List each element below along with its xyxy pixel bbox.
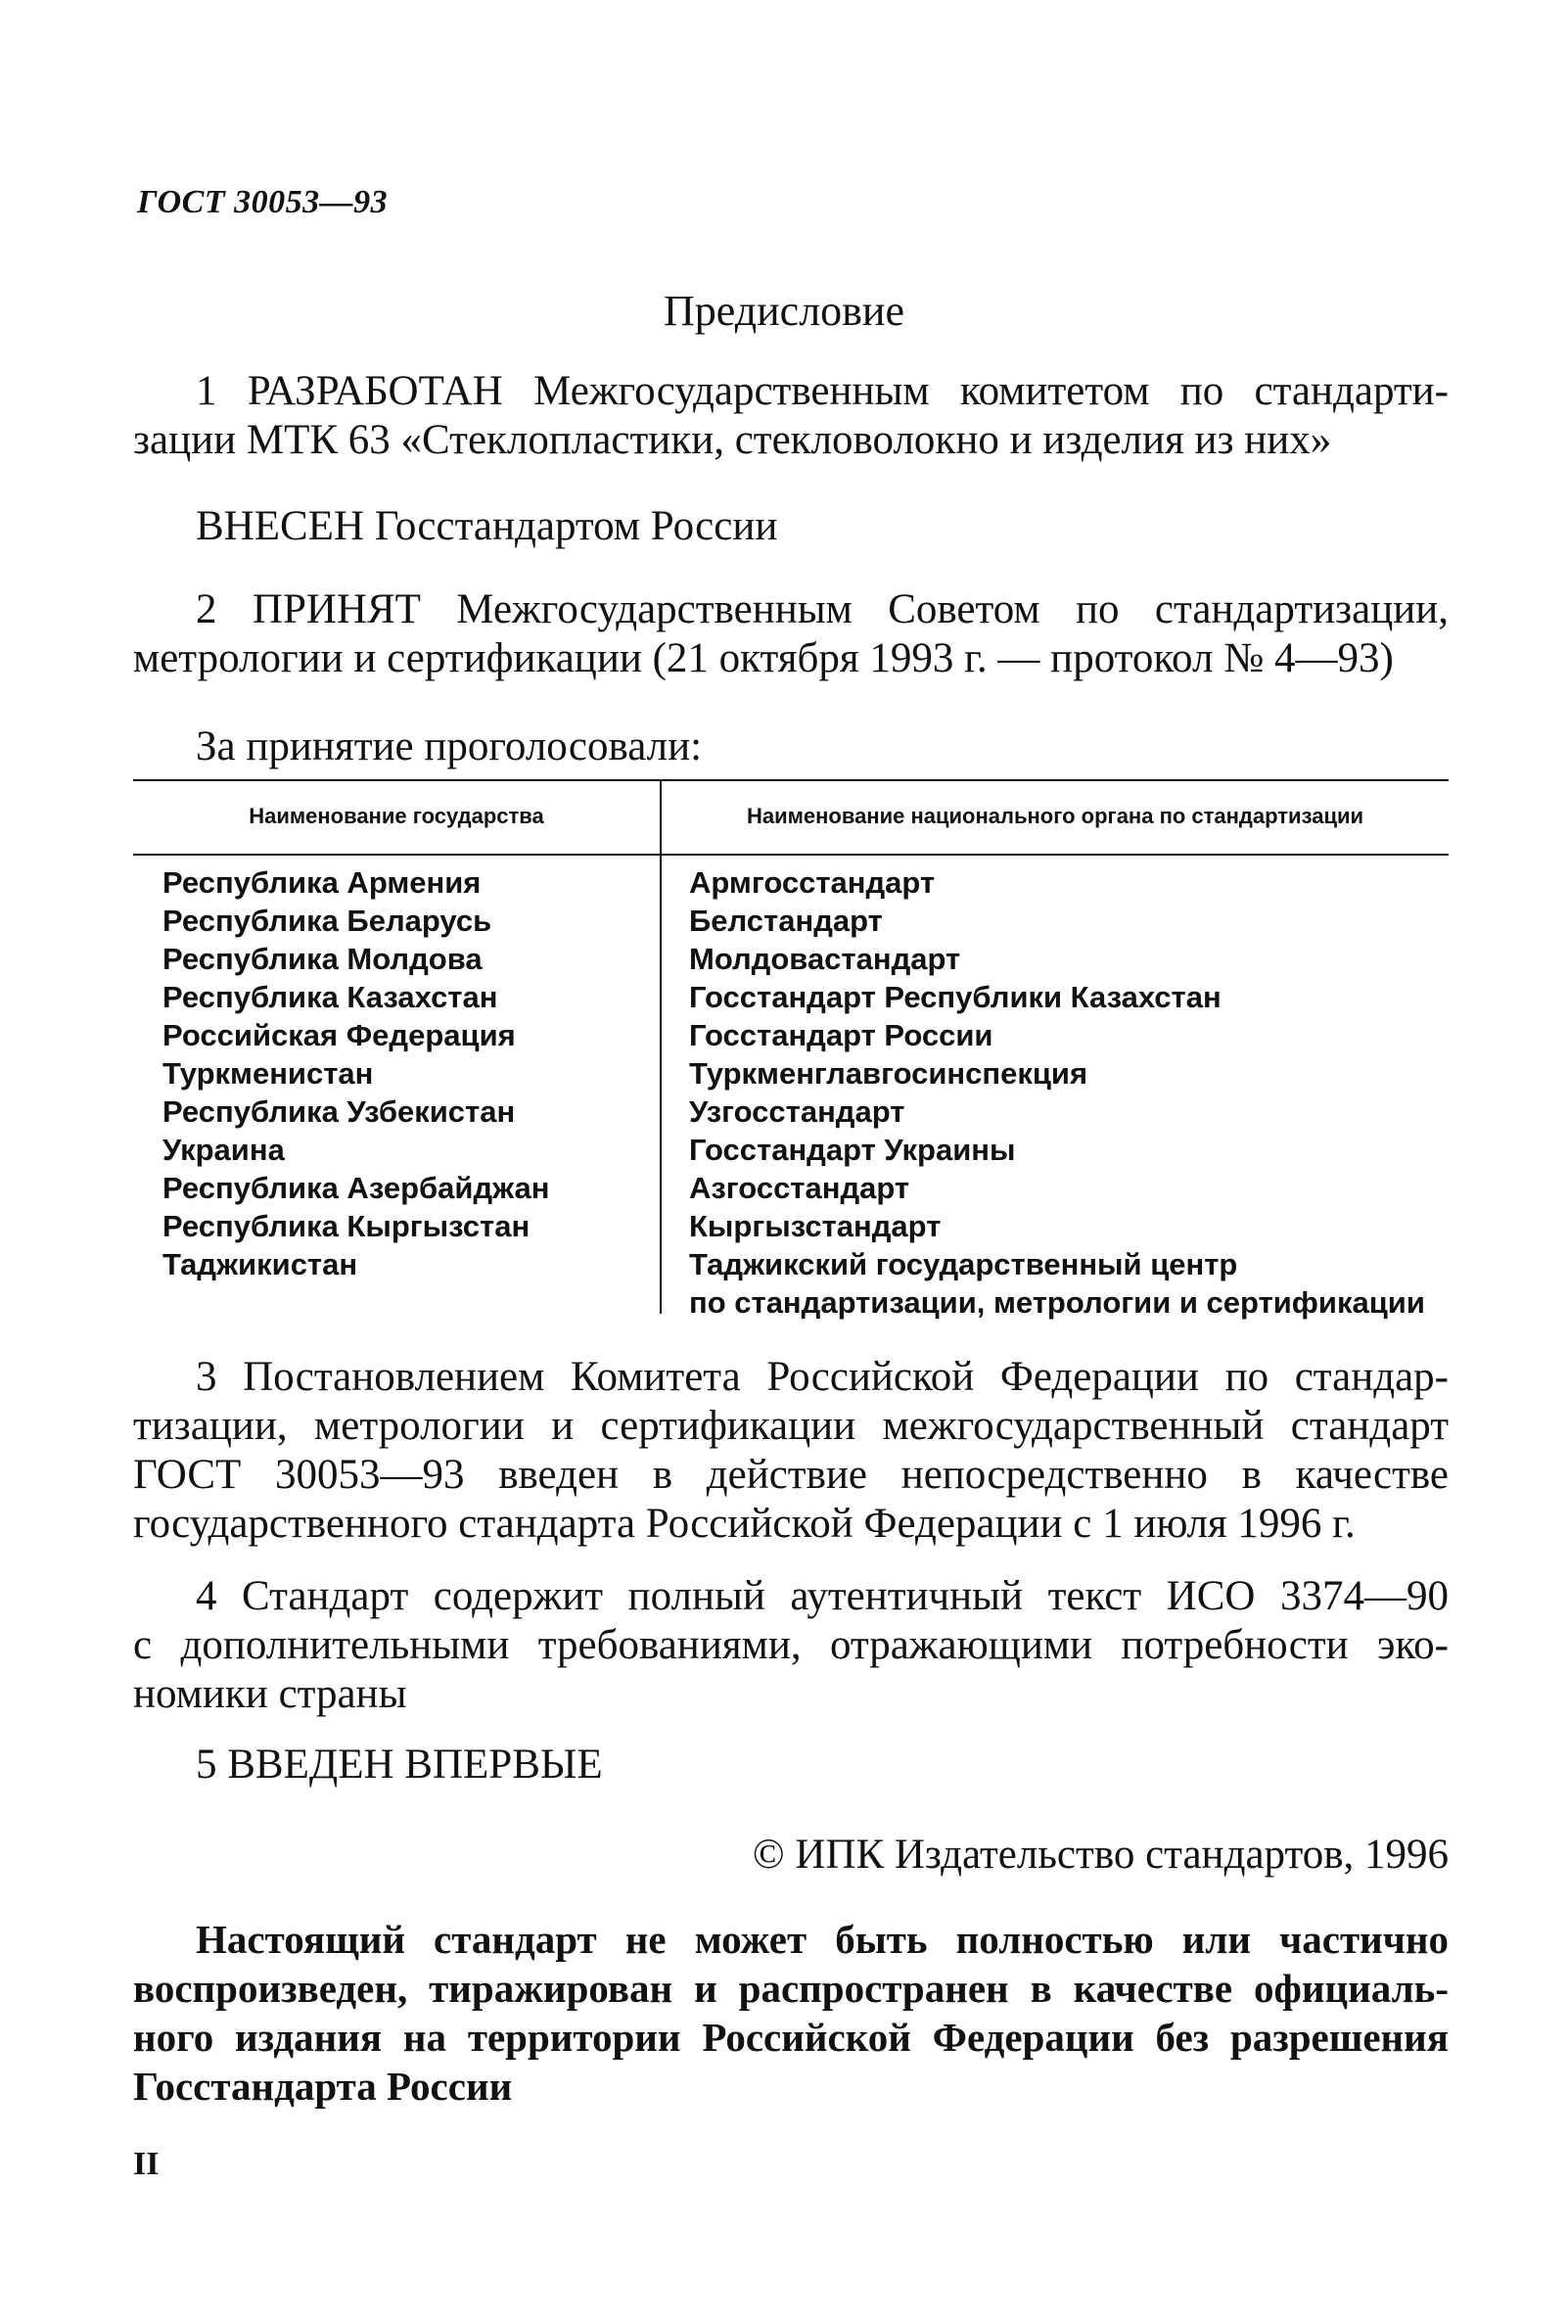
table-cell-state: Республика Узбекистан [162,1094,516,1129]
section-4-line: 4 Стандарт содержит полный аутентичный текст ИСО 3374—90 [196,1573,1449,1619]
table-cell-body: Азгосстандарт [689,1171,910,1205]
section-1-line: 1 РАЗРАБОТАН Межгосударственным комитетом по стандарти- [196,368,1449,414]
section-4-line: номики страны [133,1671,407,1717]
table-cell-state: Республика Молдова [162,942,483,976]
document-code: ГОСТ 30053—93 [137,184,389,220]
table-cell-body: Белстандарт [689,904,883,938]
section-3 [133,1353,1449,1549]
table-header-body: Наименование национального органа по стандартизации [746,804,1364,828]
section-3-line: 3 Постановлением Комитета Российской Федерации по стандар- [196,1354,1449,1400]
section-2-line: 2 ПРИНЯТ Межгосударственным Советом по стандартизации, [196,586,1449,632]
table-header-state: Наименование государства [249,804,544,828]
table-cell-state: Украина [162,1133,285,1167]
table-cell-body: Таджикский государственный центр [689,1247,1238,1281]
table-cell-body: Кыргызстандарт [689,1209,942,1243]
section-5: 5 ВВЕДЕН ВПЕРВЫЕ [196,1742,603,1788]
section-4-line: с дополнительными требованиями, отражающими потребности эко- [133,1622,1449,1668]
table-cell-state: Туркменистан [162,1056,374,1091]
notice-line: ного издания на территории Российской Федерации без разрешения [133,2015,1449,2060]
table-cell-state: Республика Казахстан [162,980,498,1014]
table-cell-body: Госстандарт Республики Казахстан [689,980,1222,1014]
table-cell-state: Республика Азербайджан [162,1171,550,1205]
table-cell-state: Республика Армения [162,865,482,900]
table-cell-state: Российская Федерация [162,1018,516,1052]
table-cell-body: Туркменглавгосинспекция [689,1056,1088,1091]
table-cell-body: по стандартизации, метрологии и сертификации [689,1285,1425,1320]
reproduction-notice [133,1915,1449,2111]
section-3-line: тизации, метрологии и сертификации межгосударственный стандарт [133,1403,1449,1449]
page-title: Предисловие [664,287,904,335]
table-column-divider [660,779,662,1314]
table-cell-body: Армгосстандарт [689,865,936,900]
table-cell-body: Госстандарт Украины [689,1133,1016,1167]
page-number: II [133,2146,160,2182]
section-2 [133,585,1449,683]
table-column-states [162,863,660,1283]
introduced-by: ВНЕСЕН Госстандартом России [196,503,778,549]
table-cell-state: Республика Беларусь [162,904,492,938]
notice-line: воспроизведен, тиражирован и распространен в качестве официаль- [133,1966,1449,2011]
table-cell-body: Молдовастандарт [689,942,961,976]
notice-line: Госстандарта России [133,2064,513,2109]
notice-line: Настоящий стандарт не может быть полностью или частично [196,1917,1449,1962]
section-3-line: государственного стандарта Российской Федерации с 1 июля 1996 г. [133,1501,1356,1547]
section-1-line: зации МТК 63 «Стеклопластики, стекловолокно и изделия из них» [133,417,1332,463]
section-3-line: ГОСТ 30053—93 введен в действие непосредственно в качестве [133,1452,1449,1498]
voted-caption: За принятие проголосовали: [196,723,703,769]
section-4 [133,1572,1449,1719]
table-cell-state: Республика Кыргызстан [162,1209,530,1243]
table-column-bodies [689,863,1449,1322]
copyright: © ИПК Издательство стандартов, 1996 [752,1832,1449,1878]
table-cell-body: Узгосстандарт [689,1094,905,1129]
table-cell-body: Госстандарт России [689,1018,993,1052]
table-cell-state: Таджикистан [162,1247,358,1281]
section-1 [133,367,1449,465]
table-header-rule [133,854,1449,856]
section-2-line: метрологии и сертификации (21 октября 1993 г. — протокол № 4—93) [133,635,1394,681]
